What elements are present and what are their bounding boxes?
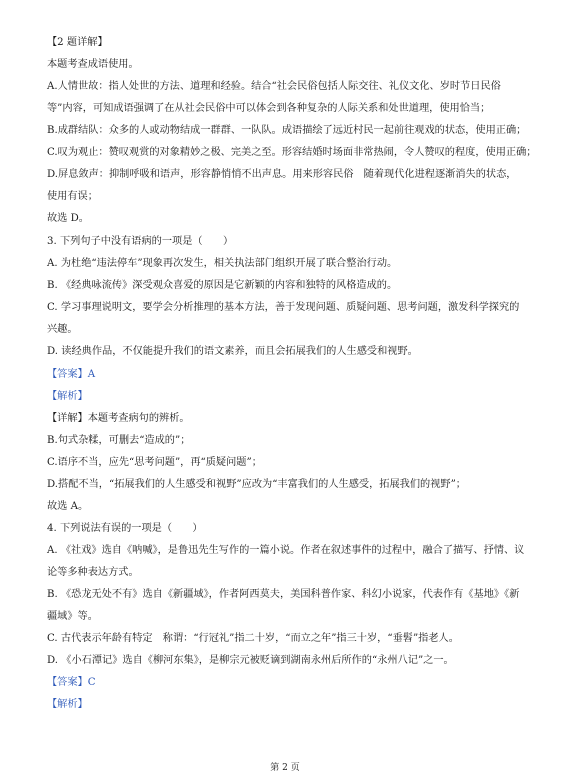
text-line: A. 《社戏》选自《呐喊》，是鲁迅先生写作的一篇小说。作者在叙述事件的过程中，融合了描写、抒情、议 bbox=[47, 545, 525, 556]
text-line: A.人情世故：指人处世的方法、道理和经验。结合“社会民俗包括人际交往、礼仪文化、岁时节日民俗 bbox=[47, 81, 501, 92]
page-number: 第 2 页 bbox=[270, 763, 300, 773]
section-tag: 【答案】A bbox=[47, 369, 96, 380]
text-line: 【详解】本题考查病句的辨析。 bbox=[47, 413, 190, 424]
text-line: D.屏息敛声：抑制呼吸和语声，形容静悄悄不出声息。用来形容民俗 随着现代化进程逐渐消失的状态， bbox=[47, 169, 517, 180]
text-line: C. 学习事理说明文，要学会分析推理的基本方法，善于发现问题、质疑问题、思考问题，激发科学探究的 bbox=[47, 302, 520, 313]
text-line: B. 《经典咏流传》深受观众喜爱的原因是它新颖的内容和独特的风格造成的。 bbox=[47, 280, 398, 291]
text-line: C. 古代表示年龄有特定 称谓：“行冠礼”指二十岁，“而立之年”指三十岁，“垂髫”指老人。 bbox=[47, 633, 459, 644]
text-line: A. 为杜绝“违法停车”现象再次发生，相关执法部门组织开展了联合整治行动。 bbox=[47, 258, 398, 269]
text-line: 【2 题详解】 bbox=[47, 37, 108, 48]
text-line: 4. 下列说法有误的一项是（ ） bbox=[47, 523, 203, 534]
text-line: 兴趣。 bbox=[47, 324, 78, 335]
text-line: C.叹为观止：赞叹观赏的对象精妙之极、完美之至。形容结婚时场面非常热闹，令人赞叹的程度，使用正确； bbox=[47, 147, 537, 158]
text-line: D.搭配不当，“拓展我们的人生感受和视野”应改为“丰富我们的人生感受，拓展我们的视野”； bbox=[47, 479, 466, 490]
text-line: B. 《恐龙无处不有》选自《新疆域》，作者阿西莫夫，美国科普作家、科幻小说家，代表作有《基地》《新 bbox=[47, 589, 520, 600]
text-line: D. 《小石潭记》选自《柳河东集》，是柳宗元被贬谪到湖南永州后所作的“永州八记”之一。 bbox=[47, 655, 454, 666]
text-line: 疆域》等。 bbox=[47, 611, 98, 622]
text-line: 故选 A。 bbox=[47, 501, 89, 512]
text-line: B.句式杂糅，可删去“造成的”； bbox=[47, 435, 191, 446]
text-line: C.语序不当，应先“思考问题”，再“质疑问题”； bbox=[47, 457, 262, 468]
section-tag: 【答案】C bbox=[47, 677, 96, 688]
section-tag: 【解析】 bbox=[47, 699, 88, 710]
section-tag: 【解析】 bbox=[47, 391, 88, 402]
text-line: D. 读经典作品，不仅能提升我们的语文素养，而且会拓展我们的人生感受和视野。 bbox=[47, 346, 418, 357]
text-line: 等”内容，可知成语强调了在从社会民俗中可以体会到各种复杂的人际关系和处世道理，使用恰当； bbox=[47, 103, 491, 114]
text-line: 本题考查成语使用。 bbox=[47, 59, 139, 70]
text-line: 故选 D。 bbox=[47, 213, 89, 224]
text-line: 论等多种表达方式。 bbox=[47, 567, 139, 578]
text-line: B.成群结队：众多的人或动物结成一群群、一队队。成语描绘了远近村民一起前往观戏的状态，使用正确； bbox=[47, 125, 527, 136]
text-line: 使用有误； bbox=[47, 191, 98, 202]
text-line: 3. 下列句子中没有语病的一项是（ ） bbox=[47, 236, 234, 247]
